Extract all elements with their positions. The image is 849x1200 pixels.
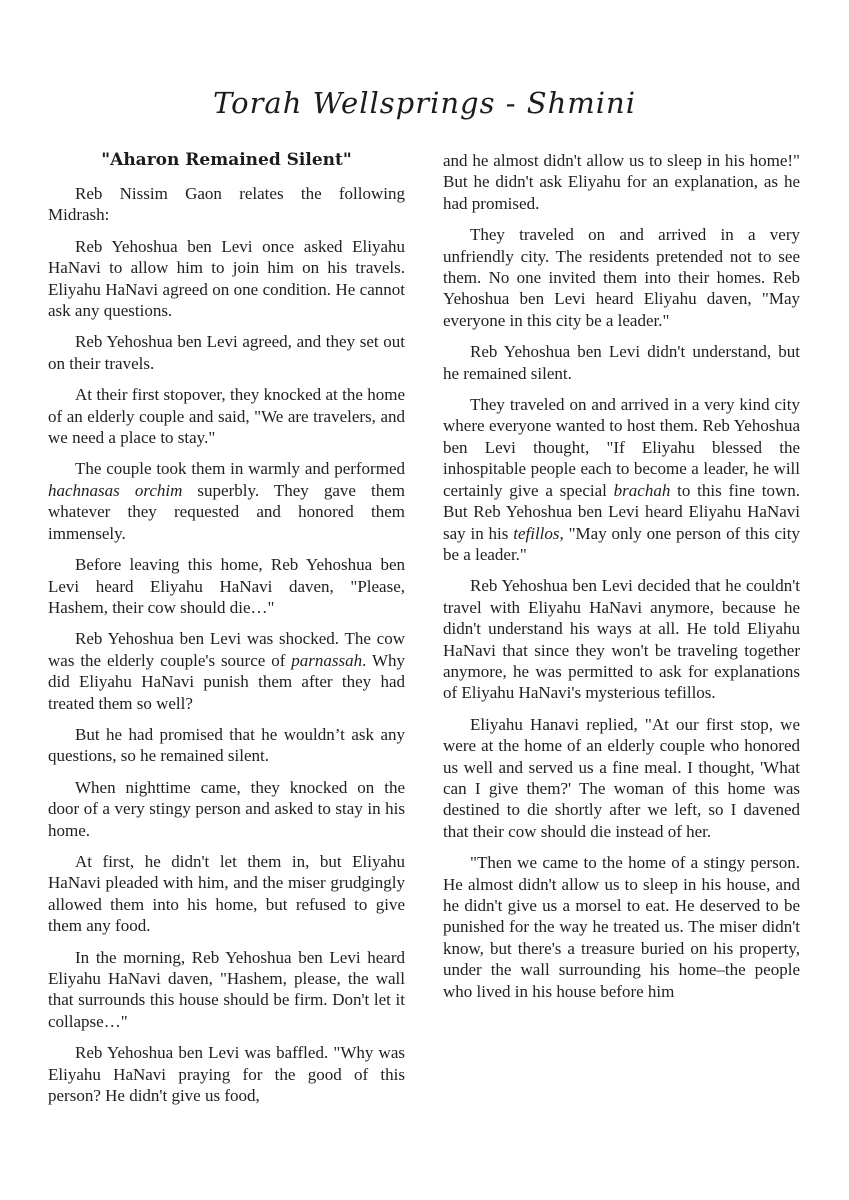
italic-text-segment: parnassah <box>291 650 363 670</box>
paragraph <box>443 575 800 703</box>
paragraph <box>443 150 800 214</box>
paragraph <box>48 554 405 618</box>
text-segment: Reb Yehoshua ben Levi was baffled. "Why was Eliyahu HaNavi praying for the good of this person? He didn't give us food, <box>48 1043 405 1106</box>
italic-text-segment: tefillos <box>513 523 560 543</box>
paragraph <box>48 777 405 841</box>
text-segment: The couple took them in warmly and performed <box>75 459 405 479</box>
paragraph <box>48 947 405 1033</box>
paragraph <box>48 724 405 767</box>
right-column <box>443 150 800 1116</box>
left-column <box>48 150 405 1116</box>
page-title: Torah Wellsprings - Shmini <box>213 86 636 120</box>
text-segment: Eliyahu Hanavi replied, "At our first stop, we were at the home of an elderly couple who honored us well and served us a fine meal. I thought, 'What can I give them?' The woman of this home was destined to die shortly after we left, so I davened that their cow should die instead of her. <box>443 714 800 841</box>
paragraph <box>443 394 800 565</box>
paragraph <box>443 714 800 842</box>
text-segment: Reb Yehoshua ben Levi once asked Eliyahu HaNavi to allow him to join him on his travels. Eliyahu HaNavi agreed on one condition. He cannot ask any questions. <box>48 236 405 321</box>
text-segment: Reb Nissim Gaon relates the following Midrash: <box>48 184 405 225</box>
two-column-layout <box>48 150 800 1116</box>
text-segment: "Then we came to the home of a stingy person. He almost didn't allow us to sleep in his house, and he didn't give us a morsel to eat. He deserved to be punished for the way he treated us. The miser didn't know, but there's a treasure buried on his property, under the wall surrounding his home–the people who lived in his house before him <box>443 853 800 1001</box>
text-segment: At their first stopover, they knocked at the home of an elderly couple and said, "We are travelers, and we need a place to stay." <box>48 385 405 448</box>
text-segment: In the morning, Reb Yehoshua ben Levi heard Eliyahu HaNavi daven, "Hashem, please, the wall that surrounds this house should be firm. Don't let it collapse…" <box>48 947 405 1031</box>
text-segment: superbly. They gave them whatever they requested and honored them immensely. <box>48 480 405 543</box>
text-segment: Before leaving this home, Reb Yehoshua ben Levi heard Eliyahu HaNavi daven, "Please, Hashem, their cow should die…" <box>48 555 405 617</box>
paragraph <box>443 224 800 331</box>
italic-text-segment: brachah <box>613 480 671 500</box>
paragraph <box>443 852 800 1002</box>
paragraph <box>48 1042 405 1106</box>
paragraph <box>48 384 405 448</box>
paragraph <box>48 851 405 937</box>
text-segment: But he had promised that he wouldn’t ask any questions, so he remained silent. <box>48 724 405 766</box>
text-segment: At first, he didn't let them in, but Eliyahu HaNavi pleaded with him, and the miser grudgingly allowed them into his home, but refused to give them any food. <box>48 851 405 936</box>
text-segment: Reb Yehoshua ben Levi agreed, and they set out on their travels. <box>48 332 405 373</box>
text-segment: They traveled on and arrived in a very kind city where everyone wanted to host them. Reb Yehoshua ben Levi thought, "If Eliyahu blessed the inhospitable people each to become a leader, he will certainly give a special <box>443 395 800 500</box>
paragraph <box>48 183 405 226</box>
text-segment: Reb Yehoshua ben Levi didn't understand, but he remained silent. <box>443 342 800 383</box>
paragraph <box>48 628 405 714</box>
left-column-text <box>48 183 405 1106</box>
section-heading: "Aharon Remained Silent" <box>101 150 352 170</box>
text-segment: When nighttime came, they knocked on the door of a very stingy person and asked to stay in his home. <box>48 777 405 840</box>
italic-text-segment: hachnasas orchim <box>48 480 183 500</box>
text-segment: to this fine town. But Reb Yehoshua ben Levi heard Eliyahu HaNavi say in his <box>443 480 800 543</box>
text-segment: . Why did Eliyahu HaNavi punish them after they had treated them so well? <box>48 650 405 713</box>
text-segment: and he almost didn't allow us to sleep in his home!" But he didn't ask Eliyahu for an explanation, as he had promised. <box>443 151 800 213</box>
paragraph <box>48 331 405 374</box>
right-column-text <box>443 150 800 1002</box>
paragraph <box>48 458 405 544</box>
paragraph <box>443 341 800 384</box>
paragraph <box>48 236 405 322</box>
text-segment: They traveled on and arrived in a very unfriendly city. The residents pretended not to see them. No one invited them into their homes. Reb Yehoshua ben Levi heard Eliyahu daven, "May everyone in this city be a leader." <box>443 225 800 330</box>
text-segment: , "May only one person of this city be a leader." <box>443 523 801 564</box>
text-segment: Reb Yehoshua ben Levi was shocked. The cow was the elderly couple's source of <box>48 629 405 670</box>
text-segment: Reb Yehoshua ben Levi decided that he couldn't travel with Eliyahu HaNavi anymore, because he didn't understand his ways at all. He told Eliyahu HaNavi that since they won't be traveling together anymore, he was permitted to ask for explanations of Eliyahu HaNavi's mysterious tefillos. <box>443 576 800 703</box>
